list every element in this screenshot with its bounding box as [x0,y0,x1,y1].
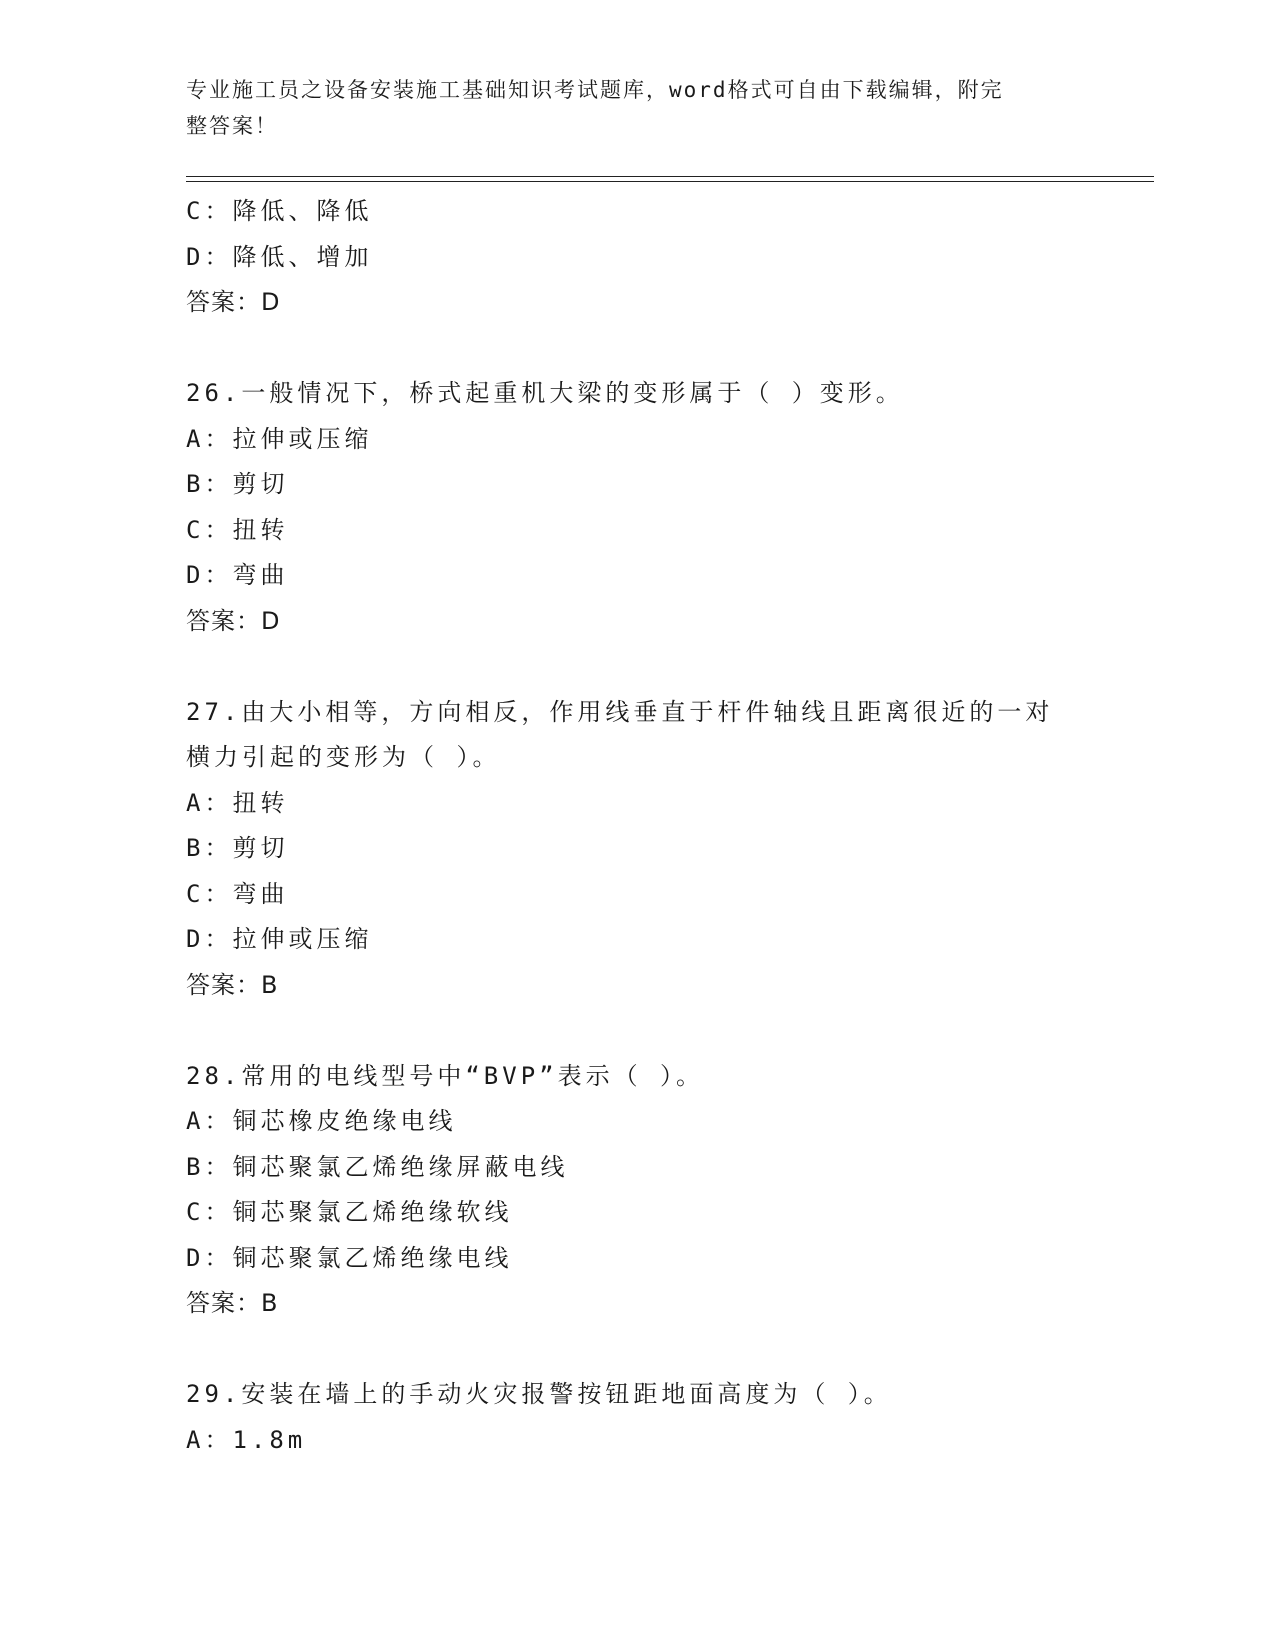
option-c: C：扭转 [186,515,289,544]
option-c: C：弯曲 [186,879,289,908]
option-d: D：弯曲 [186,561,289,589]
answer-line: 答案：B [186,1289,279,1317]
option-a: A：拉伸或压缩 [186,424,373,453]
header-divider-bottom [186,181,1154,182]
answer-line: 答案：D [186,288,281,316]
answer-line: 答案：B [186,970,279,999]
option-a: A：铜芯橡皮绝缘电线 [186,1107,457,1135]
question-stem-continued: 横力引起的变形为（ ）。 [186,743,501,771]
option-d: D：降低、增加 [186,242,373,271]
option-b: B：剪切 [186,470,289,498]
option-a: A：1.8m [186,1425,307,1454]
option-d: D：铜芯聚氯乙烯绝缘电线 [186,1243,513,1272]
header-line-2: 整答案！ [186,114,278,138]
question-stem: 29.安装在墙上的手动火灾报警按钮距地面高度为（ ）。 [186,1380,892,1408]
header-divider-top [186,176,1154,177]
question-25-continued [186,189,1086,326]
option-c: C：铜芯聚氯乙烯绝缘软线 [186,1198,513,1226]
question-26 [186,371,1086,644]
option-a: A：扭转 [186,788,289,817]
question-27 [186,690,1086,1009]
question-29 [186,1372,1086,1463]
question-list [186,189,1086,1463]
question-stem: 26.一般情况下，桥式起重机大梁的变形属于（ ）变形。 [186,379,904,407]
option-d: D：拉伸或压缩 [186,925,373,953]
document-header [186,72,1066,144]
question-28 [186,1054,1086,1327]
answer-line: 答案：D [186,606,281,635]
option-b: B：剪切 [186,834,289,862]
option-b: B：铜芯聚氯乙烯绝缘屏蔽电线 [186,1152,569,1181]
header-line-1: 专业施工员之设备安装施工基础知识考试题库，word格式可自由下载编辑，附完 [186,78,1004,102]
option-c: C：降低、降低 [186,197,373,225]
question-stem: 28.常用的电线型号中“BVP”表示（ ）。 [186,1061,705,1090]
question-stem: 27.由大小相等，方向相反，作用线垂直于杆件轴线且距离很近的一对 [186,697,1054,726]
